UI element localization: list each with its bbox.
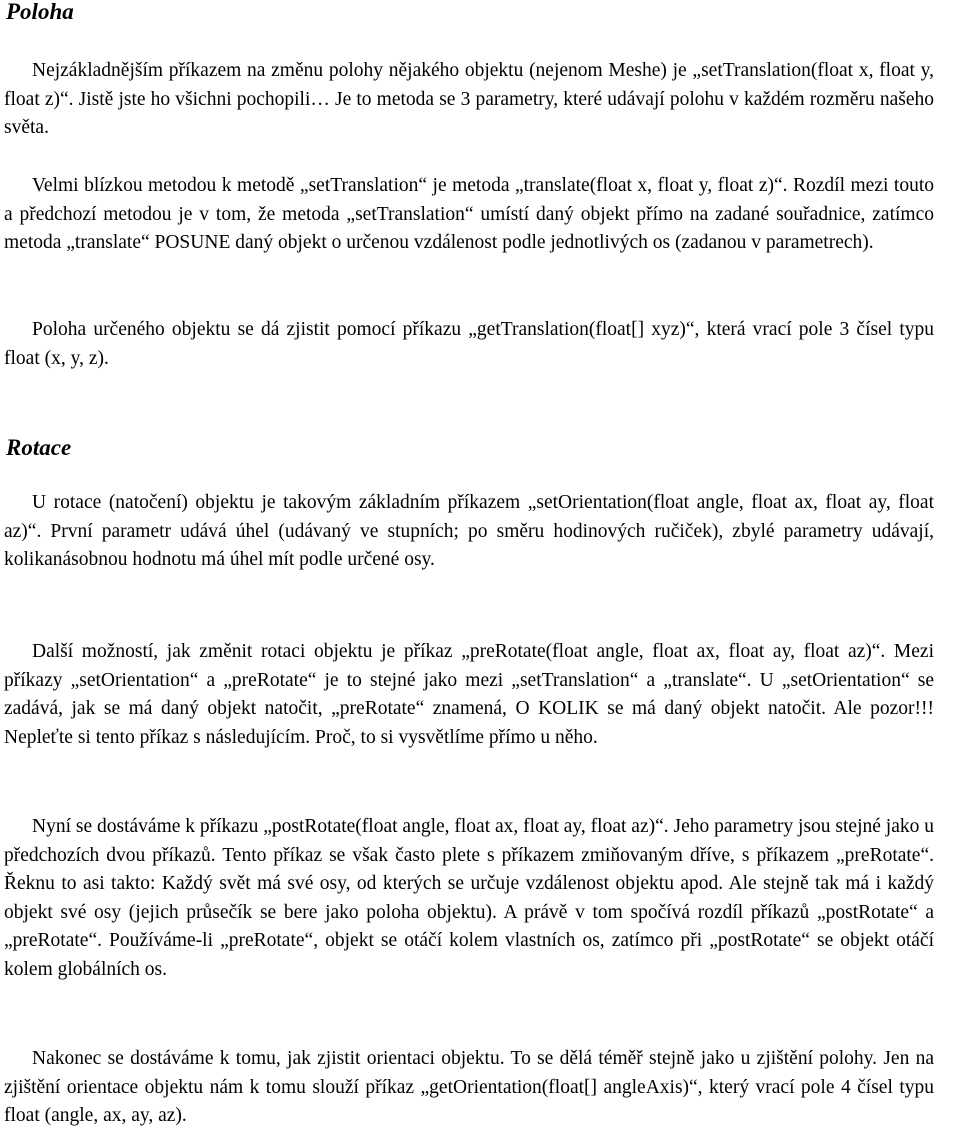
section-heading-poloha: Poloha (6, 0, 74, 24)
paragraph-text: Velmi blízkou metodou k metodě „setTranslation“ je metoda „translate(float x, float y, float z)“. Rozdíl mezi touto a předchozí metodou je v tom, že metoda „setTranslation“ umístí daný objekt přímo na zadané souřadnice, zatímco metoda „translate“ POSUNE daný objekt o určenou vzdálenost podle jednotlivých os (zadanou v parametrech). (4, 175, 934, 254)
paragraph-prerotate (4, 638, 934, 752)
paragraph-getorientation (4, 1045, 934, 1131)
paragraph-text: Poloha určeného objektu se dá zjistit pomocí příkazu „getTranslation(float[] xyz)“, která vrací pole 3 čísel typu float (x, y, z). (4, 319, 934, 369)
paragraph-settranslation (4, 57, 934, 143)
paragraph-gettranslation (4, 316, 934, 373)
paragraph-text: Nyní se dostáváme k příkazu „postRotate(float angle, float ax, float ay, float az)“. Jeho parametry jsou stejné jako u předchozích dvou příkazů. Tento příkaz se však často plete s příkazem zmiňovaným dříve, s příkazem „preRotate“. Řeknu to asi takto: Každý svět má své osy, od kterých se určuje vzdálenost objektu apod. Ale stejně tak má i každý objekt své osy (jejich průsečík se bere jako poloha objektu). A právě v tom spočívá rozdíl příkazů „postRotate“ a „preRotate“. Používáme-li „preRotate“, objekt se otáčí kolem vlastních os, zatímco při „postRotate“ se objekt otáčí kolem globálních os. (4, 816, 934, 980)
paragraph-translate (4, 172, 934, 258)
paragraph-text: Další možností, jak změnit rotaci objektu je příkaz „preRotate(float angle, float ax, float ay, float az)“. Mezi příkazy „setOrientation“ a „preRotate“ je to stejné jako mezi „setTranslation“ a „translate“. U „setOrientation“ se zadává, jak se má daný objekt natočit, „preRotate“ znamená, O KOLIK se má daný objekt natočit. Ale pozor!!! Nepleťte si tento příkaz s následujícím. Proč, to si vysvětlíme přímo u něho. (4, 641, 934, 748)
paragraph-text: Nakonec se dostáváme k tomu, jak zjistit orientaci objektu. To se dělá téměř stejně jako u zjištění polohy. Jen na zjištění orientace objektu nám k tomu slouží příkaz „getOrientation(float[] angleAxis)“, který vrací pole 4 čísel typu float (angle, ax, ay, az). (4, 1048, 934, 1127)
paragraph-text: Nejzákladnějším příkazem na změnu polohy nějakého objektu (nejenom Meshe) je „setTranslation(float x, float y, float z)“. Jistě jste ho všichni pochopili… Je to metoda se 3 parametry, které udávají polohu v každém rozměru našeho světa. (4, 60, 934, 139)
paragraph-setorientation (4, 489, 934, 575)
paragraph-postrotate (4, 813, 934, 985)
section-heading-rotace: Rotace (6, 435, 72, 460)
paragraph-text: U rotace (natočení) objektu je takovým základním příkazem „setOrientation(float angle, float ax, float ay, float az)“. První parametr udává úhel (udávaný ve stupních; po směru hodinových ručiček), zbylé parametry udávají, kolikanásobnou hodnotu má úhel mít podle určené osy. (4, 492, 934, 571)
